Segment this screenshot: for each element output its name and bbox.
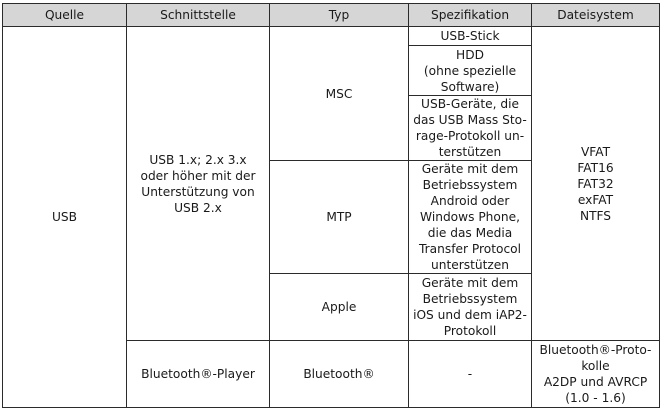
cell-filesystem-usb: VFAT FAT16 FAT32 exFAT NTFS [532, 27, 660, 341]
cell-type-apple: Apple [270, 274, 409, 341]
cell-spec-mtp: Geräte mit dem Betriebssystem Android oder Windows Phone, die das Media Transfer Protocol unterstützen [409, 161, 532, 274]
cell-interface-bluetooth: Bluetooth® [270, 341, 409, 408]
cell-spec-apple: Geräte mit dem Betriebssystem iOS und dem iAP2- Protokoll [409, 274, 532, 341]
header-dateisystem: Dateisystem [532, 4, 660, 27]
header-spezifikation: Spezifikation [409, 4, 532, 27]
cell-spec-hdd: HDD (ohne spezielle Software) [409, 46, 532, 96]
header-schnittstelle: Schnittstelle [127, 4, 270, 27]
header-quelle: Quelle [3, 4, 127, 27]
cell-type-bluetooth: - [409, 341, 532, 408]
header-typ: Typ [270, 4, 409, 27]
cell-spec-mass-storage: USB-Geräte, die das USB Mass Sto- rage-Protokoll un- terstützen [409, 96, 532, 161]
cell-source-usb: USB [3, 27, 127, 408]
cell-interface-usb: USB 1.x; 2.x 3.x oder höher mit der Unterstützung von USB 2.x [127, 27, 270, 341]
cell-type-mtp: MTP [270, 161, 409, 274]
cell-spec-bluetooth: Bluetooth®-Proto- kolle A2DP und AVRCP (1.0 - 1.6) [532, 341, 660, 408]
table-row [3, 27, 660, 46]
media-source-table [2, 3, 660, 408]
cell-type-msc: MSC [270, 27, 409, 161]
table-header-row [3, 4, 660, 27]
cell-source-bluetooth: Bluetooth®-Player [127, 341, 270, 408]
cell-spec-usb-stick: USB-Stick [409, 27, 532, 46]
